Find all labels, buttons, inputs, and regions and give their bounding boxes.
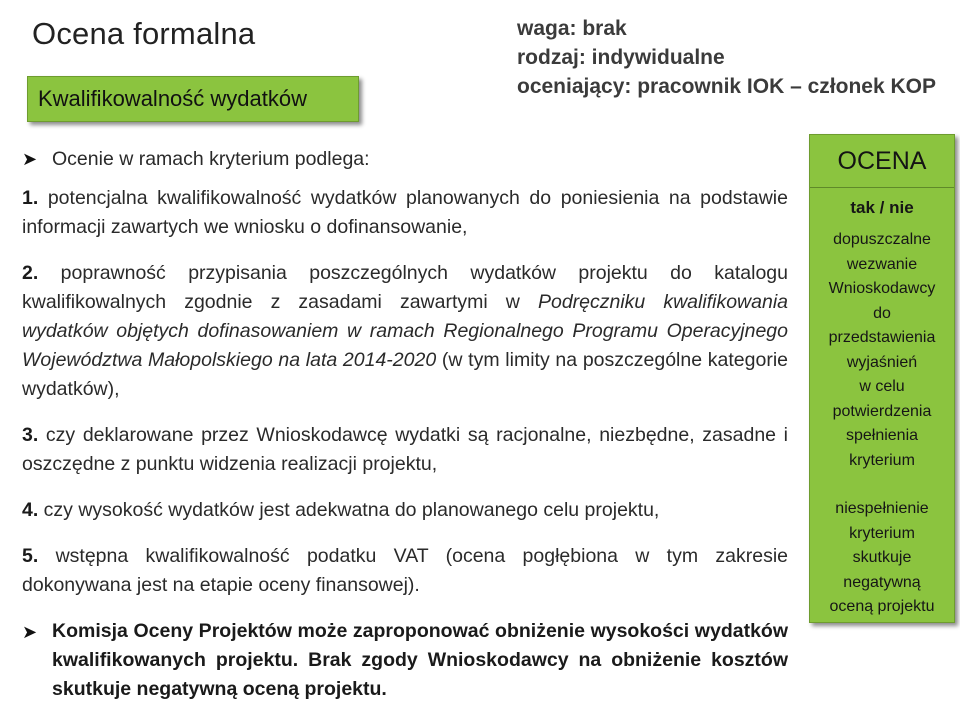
list-item-5: [22, 542, 788, 600]
panel-line: potwierdzenia: [832, 402, 932, 420]
item-number: 5.: [22, 545, 39, 567]
panel-block-positive: [810, 222, 954, 473]
panel-line: negatywną: [843, 573, 921, 591]
item-text: (w tym limity na poszczególne kategorie wydatków),: [22, 349, 788, 400]
final-text: Komisja Oceny Projektów może zaproponować obniżenie wysokości wydatków kwalifikowanych projektu. Brak zgody Wnioskodawcy na obniżenie kosztów skutkuje negatywną oceną projektu.: [52, 620, 788, 700]
panel-line: niespełnienie: [835, 500, 929, 517]
item-number: 4.: [22, 499, 39, 521]
criterion-meta: [517, 14, 957, 101]
item-text-italic: Podręczniku kwalifikowania wydatków objętych dofinasowaniem w ramach Regionalnego Programu Operacyjnego Województwa Małopolskiego na lata 2014-2020: [22, 291, 788, 371]
panel-subtitle: tak / nie: [850, 198, 914, 217]
meta-evaluator: oceniający: pracownik IOK – członek KOP: [517, 75, 936, 98]
panel-block-negative: [810, 473, 954, 620]
list-item-4: [22, 496, 788, 525]
item-text: wstępna kwalifikowalność podatku VAT (ocena pogłębiona w tym zakresie dokonywana jest na etapie oceny finansowej).: [22, 545, 788, 596]
item-text: poprawność przypisania poszczególnych wydatków projektu do katalogu kwalifikowalnych zgodnie z zasadami zawartymi w: [22, 262, 788, 313]
panel-line: skutkuje: [852, 549, 912, 566]
meta-type: rodzaj: indywidualne: [517, 46, 725, 69]
list-item-3: [22, 421, 788, 479]
criterion-badge-label: Kwalifikowalność wydatków: [38, 86, 307, 111]
panel-line: kryterium: [849, 451, 915, 469]
item-text: potencjalna kwalifikowalność wydatków planowanych do poniesienia na podstawie informacji zawartych we wniosku o dofinansowanie,: [22, 187, 788, 238]
criterion-description: [22, 145, 788, 704]
panel-line: kryterium: [849, 524, 915, 542]
panel-line: wyjaśnień: [846, 353, 918, 371]
panel-line: spełnienia: [845, 427, 919, 444]
meta-weight: waga: brak: [517, 17, 627, 40]
evaluation-panel: [809, 134, 955, 623]
item-number: 3.: [22, 424, 39, 446]
page-title: Ocena formalna: [32, 16, 256, 51]
final-bullet: [22, 617, 788, 704]
panel-line: Wnioskodawcy: [828, 280, 936, 297]
item-number: 2.: [22, 262, 39, 284]
panel-line: oceną projektu: [829, 598, 935, 615]
item-text: czy deklarowane przez Wnioskodawcę wydatki są racjonalne, niezbędne, zasadne i oszczędne z punktu widzenia realizacji projektu,: [22, 424, 788, 475]
panel-line: przedstawienia: [828, 329, 936, 346]
arrow-bullet-icon: ➤: [22, 149, 38, 169]
intro-bullet: [22, 145, 788, 174]
panel-title: OCENA: [837, 147, 927, 175]
panel-line: do: [873, 304, 891, 322]
panel-line: dopuszczalne: [833, 231, 931, 248]
intro-text: Ocenie w ramach kryterium podlega:: [52, 148, 370, 170]
arrow-bullet-icon: ➤: [22, 622, 38, 642]
list-item-1: [22, 184, 788, 242]
panel-line: w celu: [859, 378, 905, 395]
item-text: czy wysokość wydatków jest adekwatna do planowanego celu projektu,: [38, 499, 660, 521]
item-number: 1.: [22, 187, 39, 209]
list-item-2: [22, 259, 788, 404]
panel-line: wezwanie: [846, 255, 918, 273]
criterion-badge: [27, 76, 359, 122]
